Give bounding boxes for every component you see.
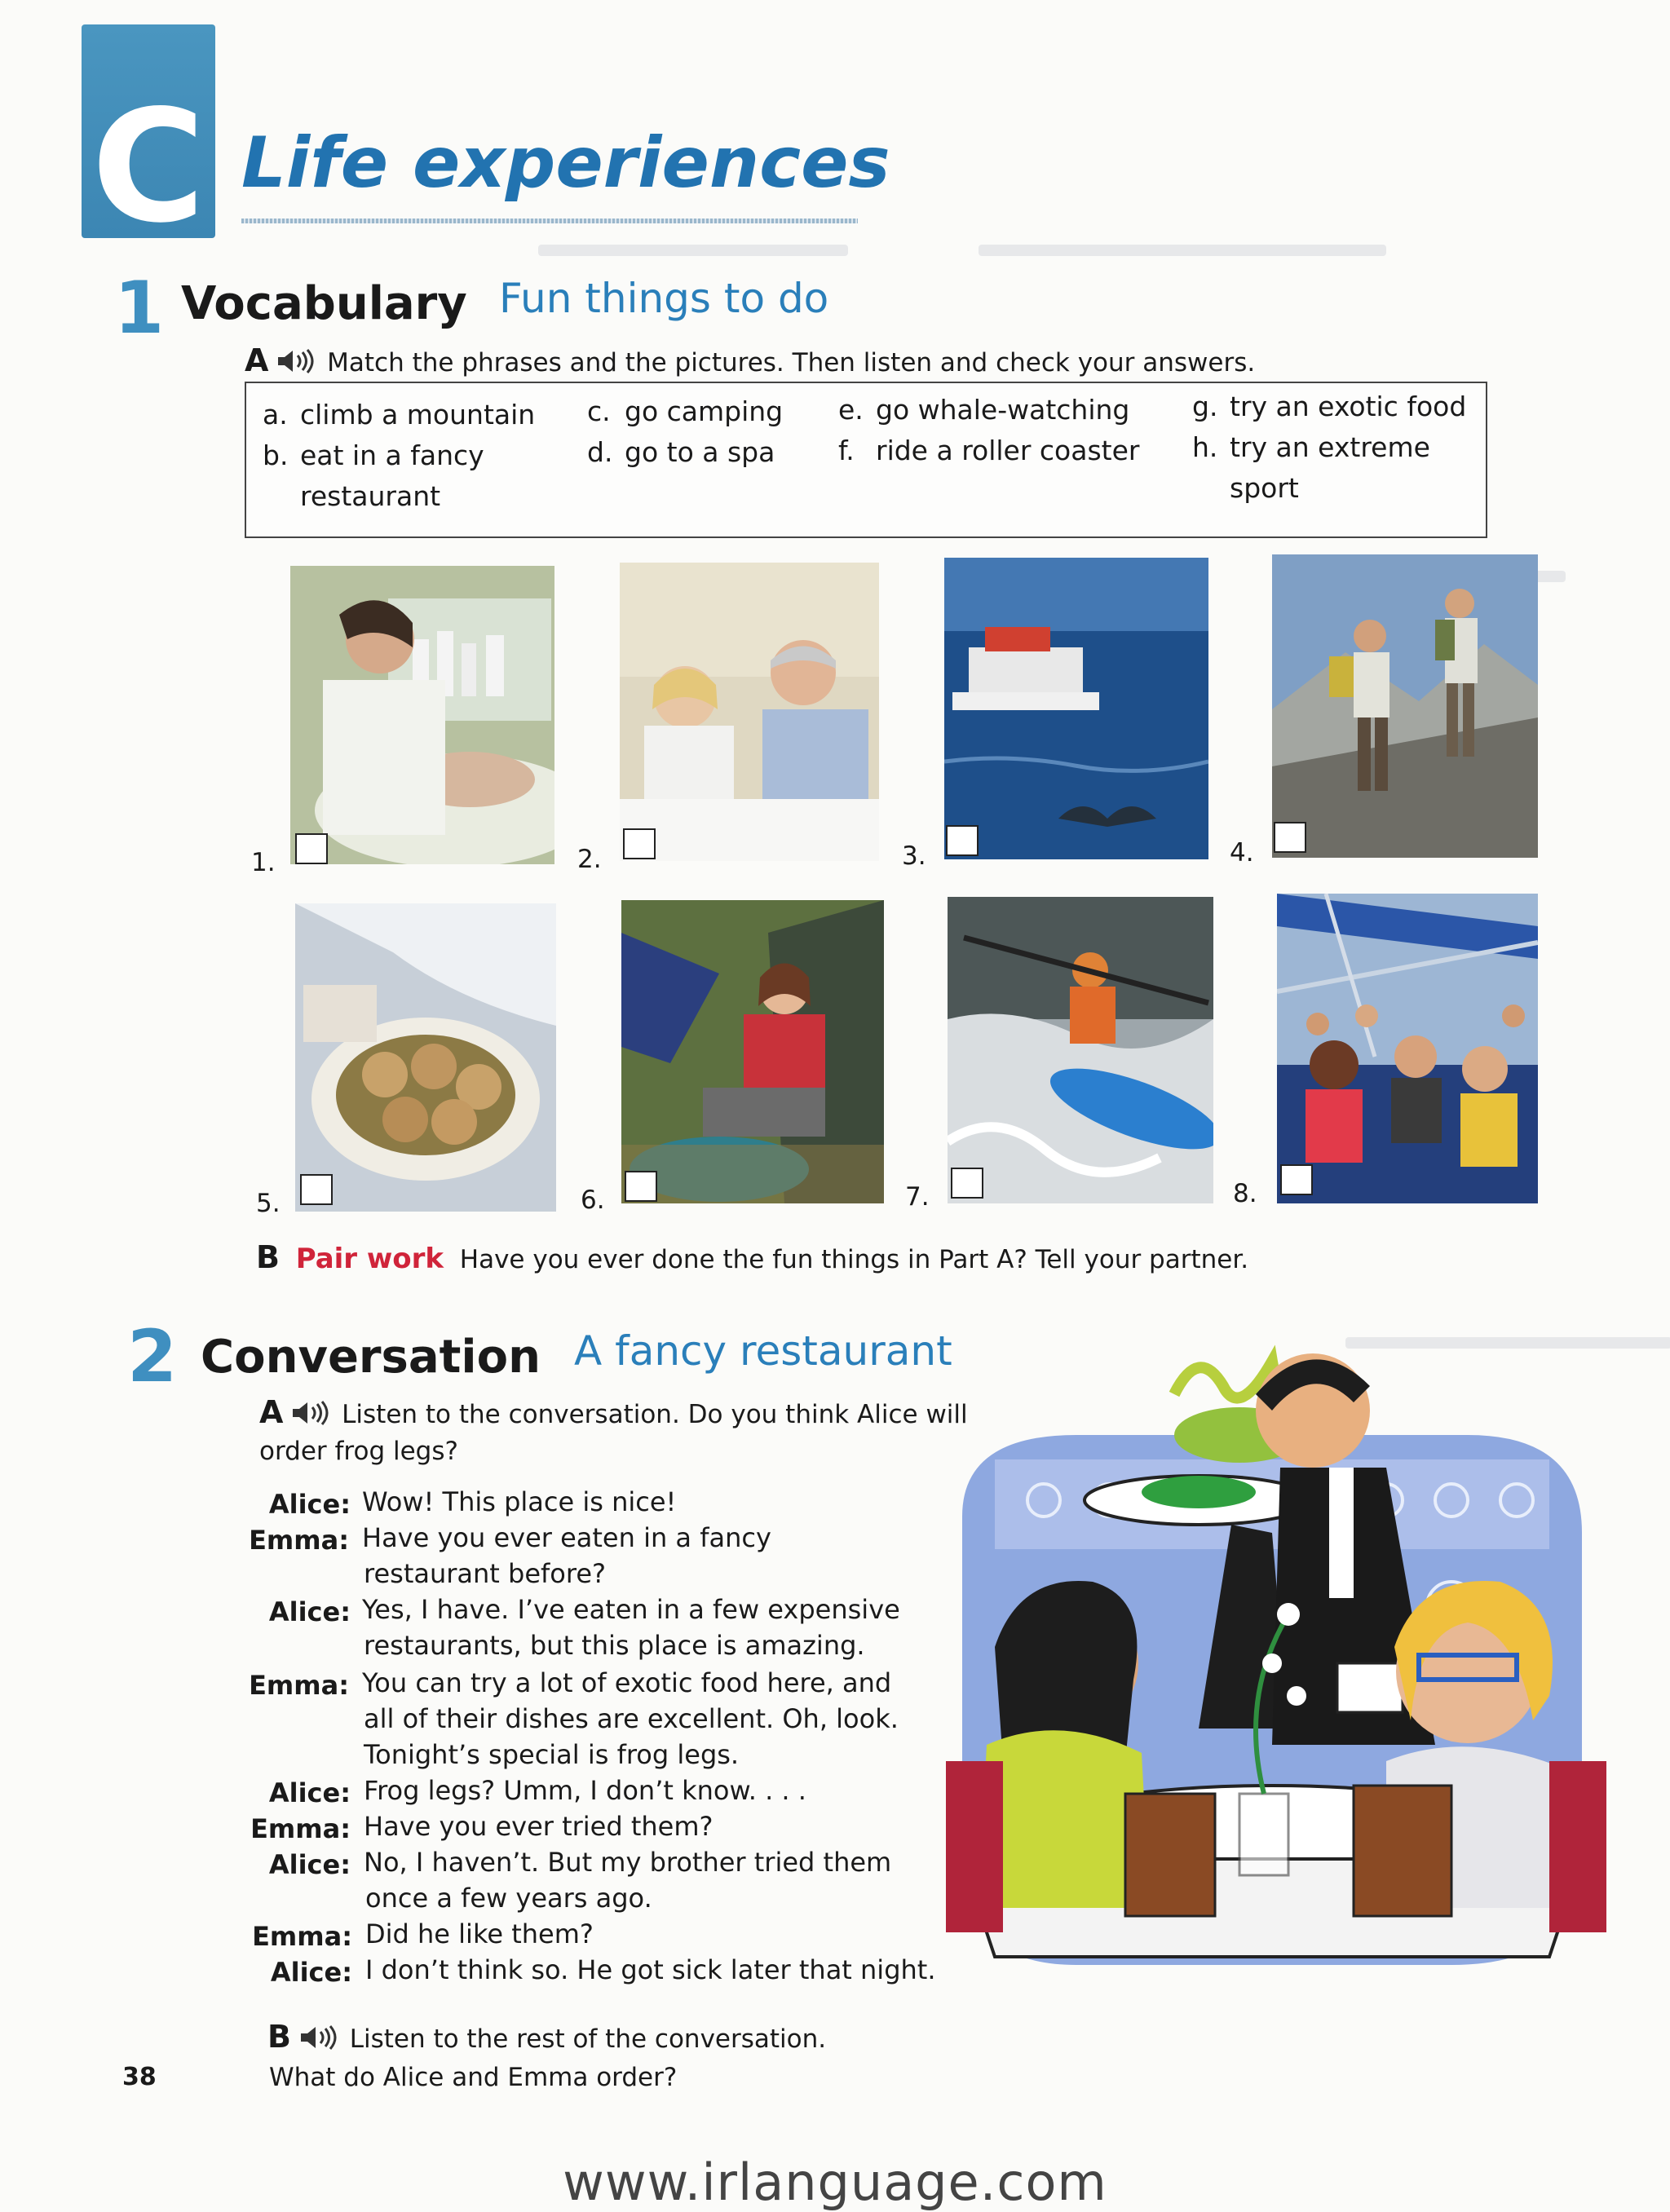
title-divider <box>241 219 858 223</box>
phrase-e: e. go whale-watching <box>838 394 1130 426</box>
speaker-label: Alice: <box>270 1957 352 1988</box>
dialogue-line: You can try a lot of exotic food here, and <box>362 1667 892 1698</box>
phrase-f: f. ride a roller coaster <box>838 435 1140 466</box>
speaker-label: Emma: <box>249 1670 349 1701</box>
dialogue-line: Have you ever eaten in a fancy <box>362 1522 771 1553</box>
section-2-number: 2 <box>127 1314 178 1398</box>
photo-spa <box>290 566 554 864</box>
dialogue-line: all of their dishes are excellent. Oh, look. <box>364 1703 899 1734</box>
dialogue-line: Wow! This place is nice! <box>362 1486 677 1517</box>
restaurant-illustration <box>930 1337 1615 2030</box>
phrase-d: d. go to a spa <box>587 436 775 468</box>
vocabulary-phrase-box <box>245 382 1487 538</box>
section-2-title: Conversation <box>201 1331 541 1384</box>
dialogue-line: Tonight’s special is frog legs. <box>364 1739 740 1770</box>
section-2-part-b <box>267 2019 826 2056</box>
photo-whale-watching <box>944 558 1208 859</box>
dialogue-line: restaurants, but this place is amazing. <box>364 1630 865 1661</box>
audio-speaker-icon[interactable] <box>291 1401 334 1432</box>
picture-number-7: 7. <box>905 1182 930 1212</box>
answer-checkbox-8[interactable] <box>1280 1164 1313 1195</box>
section-2-part-a <box>259 1394 968 1432</box>
photo-roller-coaster <box>1277 894 1538 1203</box>
dialogue-line: Did he like them? <box>365 1918 594 1949</box>
page-number: 38 <box>122 2063 157 2091</box>
unit-letter: C <box>91 77 205 257</box>
phrase-h: h. try an extreme <box>1192 431 1430 463</box>
part-b-letter: B <box>267 2019 291 2055</box>
answer-checkbox-7[interactable] <box>951 1168 983 1199</box>
photo-snails <box>295 903 556 1212</box>
dialogue-line: I don’t think so. He got sick later that night. <box>365 1954 936 1985</box>
part-a-instruction-line-2: order frog legs? <box>259 1437 458 1466</box>
phrase-b-continued: restaurant <box>300 480 441 512</box>
phrase-h-continued: sport <box>1230 472 1299 504</box>
part-a-instruction-line-1: Listen to the conversation. Do you think Alice will <box>342 1400 968 1429</box>
picture-number-3: 3. <box>902 841 926 871</box>
part-b-instruction-line-1: Listen to the rest of the conversation. <box>349 2024 827 2054</box>
dialogue-line: Yes, I have. I’ve eaten in a few expensive <box>362 1594 900 1625</box>
part-b-letter: B <box>256 1239 280 1275</box>
section-1-subtitle: Fun things to do <box>499 275 829 322</box>
answer-checkbox-4[interactable] <box>1274 822 1306 853</box>
photo-fancy-restaurant <box>620 563 879 861</box>
section-2-subtitle: A fancy restaurant <box>574 1327 952 1375</box>
phrase-g: g. try an exotic food <box>1192 391 1467 422</box>
section-1-part-a <box>245 342 1255 380</box>
part-a-letter: A <box>259 1394 284 1430</box>
phrase-a: a. climb a mountain <box>263 399 536 430</box>
dialogue-line: restaurant before? <box>364 1558 606 1589</box>
section-1-part-b <box>256 1239 1248 1275</box>
part-a-letter: A <box>245 342 269 378</box>
dialogue-line: No, I haven’t. But my brother tried them <box>364 1847 892 1878</box>
picture-number-6: 6. <box>581 1185 605 1215</box>
answer-checkbox-2[interactable] <box>623 828 656 859</box>
answer-checkbox-5[interactable] <box>300 1174 333 1205</box>
speaker-label: Alice: <box>268 1777 351 1808</box>
pair-work-label: Pair work <box>295 1243 444 1275</box>
part-b-instruction: Have you ever done the fun things in Part A? Tell your partner. <box>459 1245 1249 1274</box>
picture-number-4: 4. <box>1230 838 1254 868</box>
speaker-label: Alice: <box>268 1596 351 1627</box>
dialogue-line: Have you ever tried them? <box>364 1811 714 1842</box>
photo-camping <box>621 900 884 1203</box>
picture-number-8: 8. <box>1233 1179 1257 1208</box>
picture-number-5: 5. <box>256 1189 281 1218</box>
dialogue-line: once a few years ago. <box>365 1883 652 1914</box>
dialogue-line: Frog legs? Umm, I don’t know. . . . <box>364 1775 806 1806</box>
speaker-label: Emma: <box>252 1921 352 1952</box>
answer-checkbox-3[interactable] <box>946 825 979 856</box>
page-title: Life experiences <box>241 122 890 204</box>
phrase-c: c. go camping <box>587 395 784 427</box>
phrase-b: b. eat in a fancy <box>263 439 484 471</box>
photo-hikers <box>1272 554 1538 858</box>
speaker-label: Emma: <box>249 1525 349 1556</box>
part-b-instruction-line-2: What do Alice and Emma order? <box>269 2063 678 2092</box>
picture-number-1: 1. <box>251 848 276 877</box>
picture-number-2: 2. <box>577 845 602 874</box>
audio-speaker-icon[interactable] <box>276 349 319 380</box>
speaker-label: Alice: <box>268 1849 351 1880</box>
answer-checkbox-1[interactable] <box>295 833 328 864</box>
audio-speaker-icon[interactable] <box>299 2025 342 2056</box>
footer-watermark-url: www.irlanguage.com <box>563 2152 1107 2212</box>
photo-kayaking <box>948 897 1213 1203</box>
section-1-title: Vocabulary <box>181 277 467 330</box>
speaker-label: Emma: <box>250 1813 351 1844</box>
answer-checkbox-6[interactable] <box>625 1171 657 1202</box>
section-1-number: 1 <box>114 266 165 350</box>
part-a-instruction: Match the phrases and the pictures. Then listen and check your answers. <box>327 348 1256 377</box>
speaker-label: Alice: <box>268 1489 351 1520</box>
